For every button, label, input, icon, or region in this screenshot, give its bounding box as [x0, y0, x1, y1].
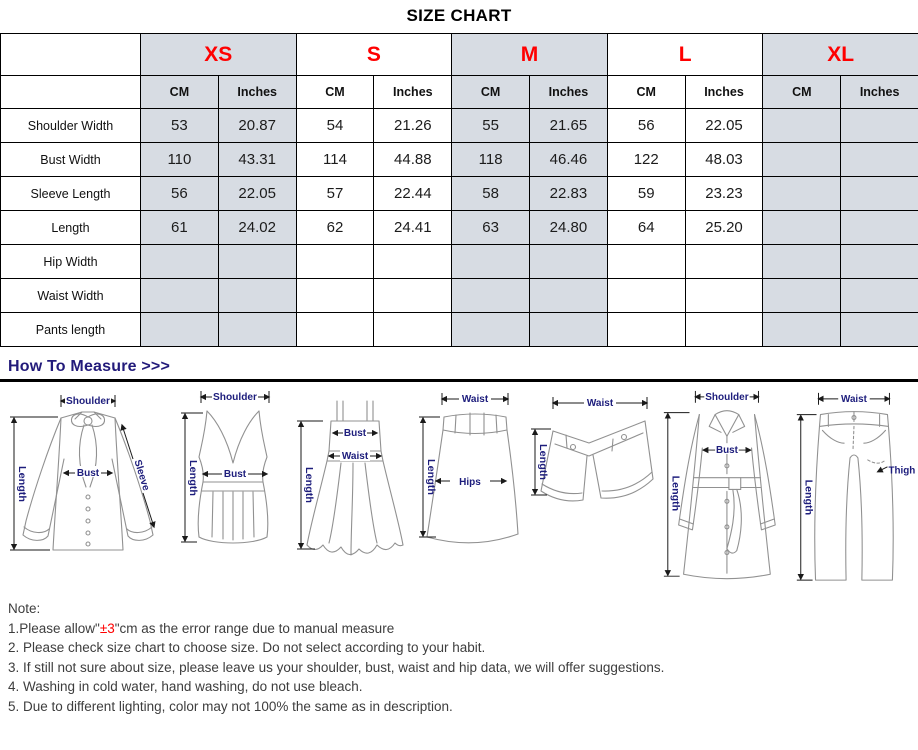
row-label: Bust Width [1, 143, 141, 177]
tank-shoulder-label: Shoulder [212, 392, 257, 403]
data-cell: 122 [607, 143, 685, 177]
data-cell [218, 279, 296, 313]
unit-header-cm: CM [296, 76, 374, 109]
data-cell: 58 [452, 177, 530, 211]
coat-length-label: Length [670, 475, 682, 509]
row-label: Waist Width [1, 279, 141, 313]
data-cell [218, 313, 296, 347]
data-cell: 55 [452, 109, 530, 143]
note-line-1 [8, 619, 910, 639]
shorts-length-label: Length [536, 444, 548, 478]
data-cell: 24.02 [218, 211, 296, 245]
size-header-l: L [607, 34, 763, 76]
size-header-m: M [452, 34, 608, 76]
data-cell: 110 [141, 143, 219, 177]
coat-shoulder-label: Shoulder [705, 391, 750, 403]
blouse-diagram [2, 387, 172, 589]
data-cell [452, 279, 530, 313]
data-cell [763, 211, 841, 245]
data-cell: 22.05 [685, 109, 763, 143]
data-cell: 63 [452, 211, 530, 245]
note1-suffix: "cm as the error range due to manual measure [114, 620, 395, 636]
data-cell [452, 313, 530, 347]
blouse-sleeve-label: Sleeve [131, 458, 152, 493]
data-cell: 56 [141, 177, 219, 211]
unit-header-inches: Inches [841, 76, 918, 109]
data-cell: 24.41 [374, 211, 452, 245]
size-header-xl: XL [763, 34, 918, 76]
data-cell [685, 313, 763, 347]
table-row [1, 143, 918, 177]
data-cell [530, 245, 608, 279]
coat-diagram [657, 387, 787, 589]
data-cell [452, 245, 530, 279]
row-label: Length [1, 211, 141, 245]
data-cell: 44.88 [374, 143, 452, 177]
data-cell: 21.65 [530, 109, 608, 143]
size-header-row [1, 34, 918, 76]
data-cell [218, 245, 296, 279]
data-cell: 61 [141, 211, 219, 245]
data-cell [374, 279, 452, 313]
data-cell: 24.80 [530, 211, 608, 245]
data-cell [530, 279, 608, 313]
data-cell: 22.05 [218, 177, 296, 211]
data-cell: 56 [607, 109, 685, 143]
table-row [1, 245, 918, 279]
data-cell: 25.20 [685, 211, 763, 245]
table-row [1, 279, 918, 313]
unit-header-cm: CM [607, 76, 685, 109]
note1-tolerance-value: ±3 [99, 620, 115, 636]
data-cell: 118 [452, 143, 530, 177]
data-cell: 22.83 [530, 177, 608, 211]
data-cell [763, 279, 841, 313]
skirt-length-label: Length [424, 459, 436, 493]
data-cell [763, 177, 841, 211]
data-cell [763, 313, 841, 347]
note-line-4: 4. Washing in cold water, hand washing, do not use bleach. [8, 679, 363, 694]
data-cell [607, 313, 685, 347]
data-cell [296, 313, 374, 347]
data-cell [607, 279, 685, 313]
data-cell: 43.31 [218, 143, 296, 177]
data-cell: 54 [296, 109, 374, 143]
data-cell: 57 [296, 177, 374, 211]
size-header-s: S [296, 34, 452, 76]
data-cell: 62 [296, 211, 374, 245]
row-label: Shoulder Width [1, 109, 141, 143]
unit-header-cm: CM [452, 76, 530, 109]
data-cell: 22.44 [374, 177, 452, 211]
tank-length-label: Length [186, 460, 198, 494]
data-cell [141, 279, 219, 313]
size-header-xs: XS [141, 34, 297, 76]
corner-cell [1, 34, 141, 76]
data-cell [841, 313, 918, 347]
garment-diagrams [0, 382, 918, 589]
row-label: Hip Width [1, 245, 141, 279]
data-cell: 114 [296, 143, 374, 177]
data-cell [141, 245, 219, 279]
slip-dress-diagram [293, 387, 413, 589]
corner-cell [1, 76, 141, 109]
data-cell: 64 [607, 211, 685, 245]
data-cell [841, 143, 918, 177]
data-cell: 59 [607, 177, 685, 211]
data-cell [841, 211, 918, 245]
table-row [1, 109, 918, 143]
notes-heading: Note: [8, 601, 41, 616]
shorts-waist-label: Waist [586, 398, 613, 409]
data-cell [607, 245, 685, 279]
pants-thigh-label: Thigh [888, 465, 916, 477]
data-cell [685, 245, 763, 279]
dress-length-label: Length [303, 467, 315, 501]
tank-bust-label: Bust [223, 469, 246, 480]
blouse-length-label: Length [16, 466, 27, 500]
data-cell [841, 109, 918, 143]
unit-header-cm: CM [763, 76, 841, 109]
data-cell: 46.46 [530, 143, 608, 177]
table-row [1, 177, 918, 211]
unit-header-inches: Inches [374, 76, 452, 109]
dress-bust-label: Bust [344, 428, 367, 439]
note-line-2: 2. Please check size chart to choose size. Do not select according to your habit. [8, 640, 486, 655]
note-line-5: 5. Due to different lighting, color may not 100% the same as in description. [8, 698, 453, 714]
pants-length-label: Length [802, 479, 814, 513]
pants-waist-label: Waist [840, 393, 867, 405]
unit-header-row [1, 76, 918, 109]
unit-header-inches: Inches [218, 76, 296, 109]
row-label: Pants length [1, 313, 141, 347]
blouse-shoulder-label: Shoulder [66, 396, 111, 407]
notes-section [0, 589, 918, 726]
skirt-hips-label: Hips [459, 477, 481, 488]
coat-bust-label: Bust [716, 445, 739, 457]
table-row [1, 211, 918, 245]
blouse-bust-label: Bust [76, 468, 100, 479]
unit-header-inches: Inches [685, 76, 763, 109]
page-title: SIZE CHART [406, 6, 512, 25]
data-cell [296, 245, 374, 279]
how-to-measure-heading: How To Measure >>> [8, 358, 171, 375]
note-line-3: 3. If still not sure about size, please leave us your shoulder, bust, waist and hip data, we will offer suggestions. [8, 659, 665, 675]
data-cell [841, 177, 918, 211]
unit-header-cm: CM [141, 76, 219, 109]
unit-header-inches: Inches [530, 76, 608, 109]
dress-waist-label: Waist [342, 451, 369, 462]
size-chart-table [0, 33, 918, 347]
tank-top-diagram [173, 387, 293, 589]
shorts-diagram [527, 387, 657, 589]
data-cell: 23.23 [685, 177, 763, 211]
data-cell [374, 245, 452, 279]
skirt-diagram [414, 387, 526, 589]
data-cell [530, 313, 608, 347]
data-cell [763, 245, 841, 279]
data-cell [685, 279, 763, 313]
data-cell [841, 245, 918, 279]
data-cell [763, 143, 841, 177]
data-cell: 21.26 [374, 109, 452, 143]
data-cell [374, 313, 452, 347]
table-row [1, 313, 918, 347]
row-label: Sleeve Length [1, 177, 141, 211]
data-cell: 20.87 [218, 109, 296, 143]
data-cell: 53 [141, 109, 219, 143]
data-cell [763, 109, 841, 143]
data-cell: 48.03 [685, 143, 763, 177]
note1-prefix: 1.Please allow" [8, 620, 100, 636]
data-cell [841, 279, 918, 313]
skirt-waist-label: Waist [461, 394, 489, 405]
data-cell [141, 313, 219, 347]
data-cell [296, 279, 374, 313]
pants-diagram [788, 387, 916, 589]
